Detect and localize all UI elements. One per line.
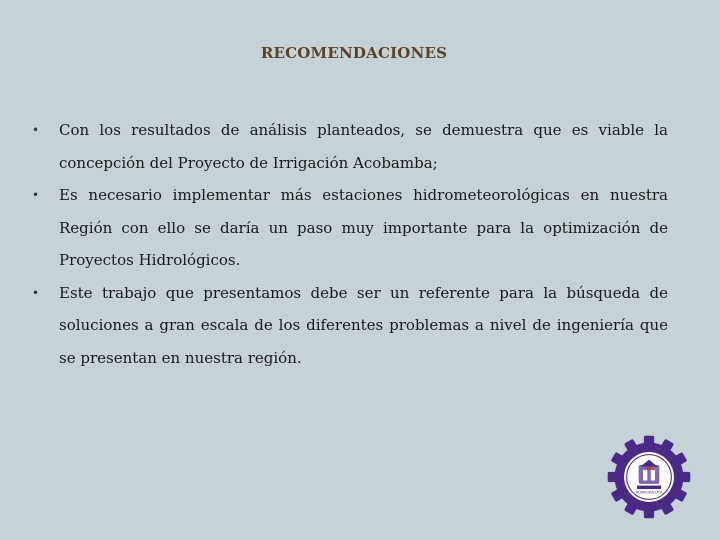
- slide-title: RECOMENDACIONES: [260, 44, 448, 62]
- bullet-list: [32, 114, 668, 374]
- bullet-marker: •: [32, 285, 40, 300]
- bullet-text: Con los resultados de análisis planteados, se demuestra que es viable la concepción del Proyecto de Irrigación Acobamba;: [59, 121, 668, 172]
- list-item: [32, 179, 668, 277]
- bullet-text: Este trabajo que presentamos debe ser un referente para la búsqueda de soluciones a gran escala de los diferentes problemas a nivel de ingeniería que se presentan en nuestra región.: [59, 283, 668, 367]
- gear-seal-logo-icon: [606, 434, 692, 520]
- bullet-text: Es necesario implementar más estaciones hidrometeorológicas en nuestra Región con ello se daría un paso muy importante para la optimización de Proyectos Hidrológicos.: [59, 186, 668, 269]
- bullet-marker: •: [32, 188, 40, 202]
- list-item: [32, 277, 668, 375]
- logo-text: HUANCAVELICA: [635, 490, 663, 495]
- bullet-marker: •: [32, 123, 40, 137]
- list-item: [32, 114, 668, 179]
